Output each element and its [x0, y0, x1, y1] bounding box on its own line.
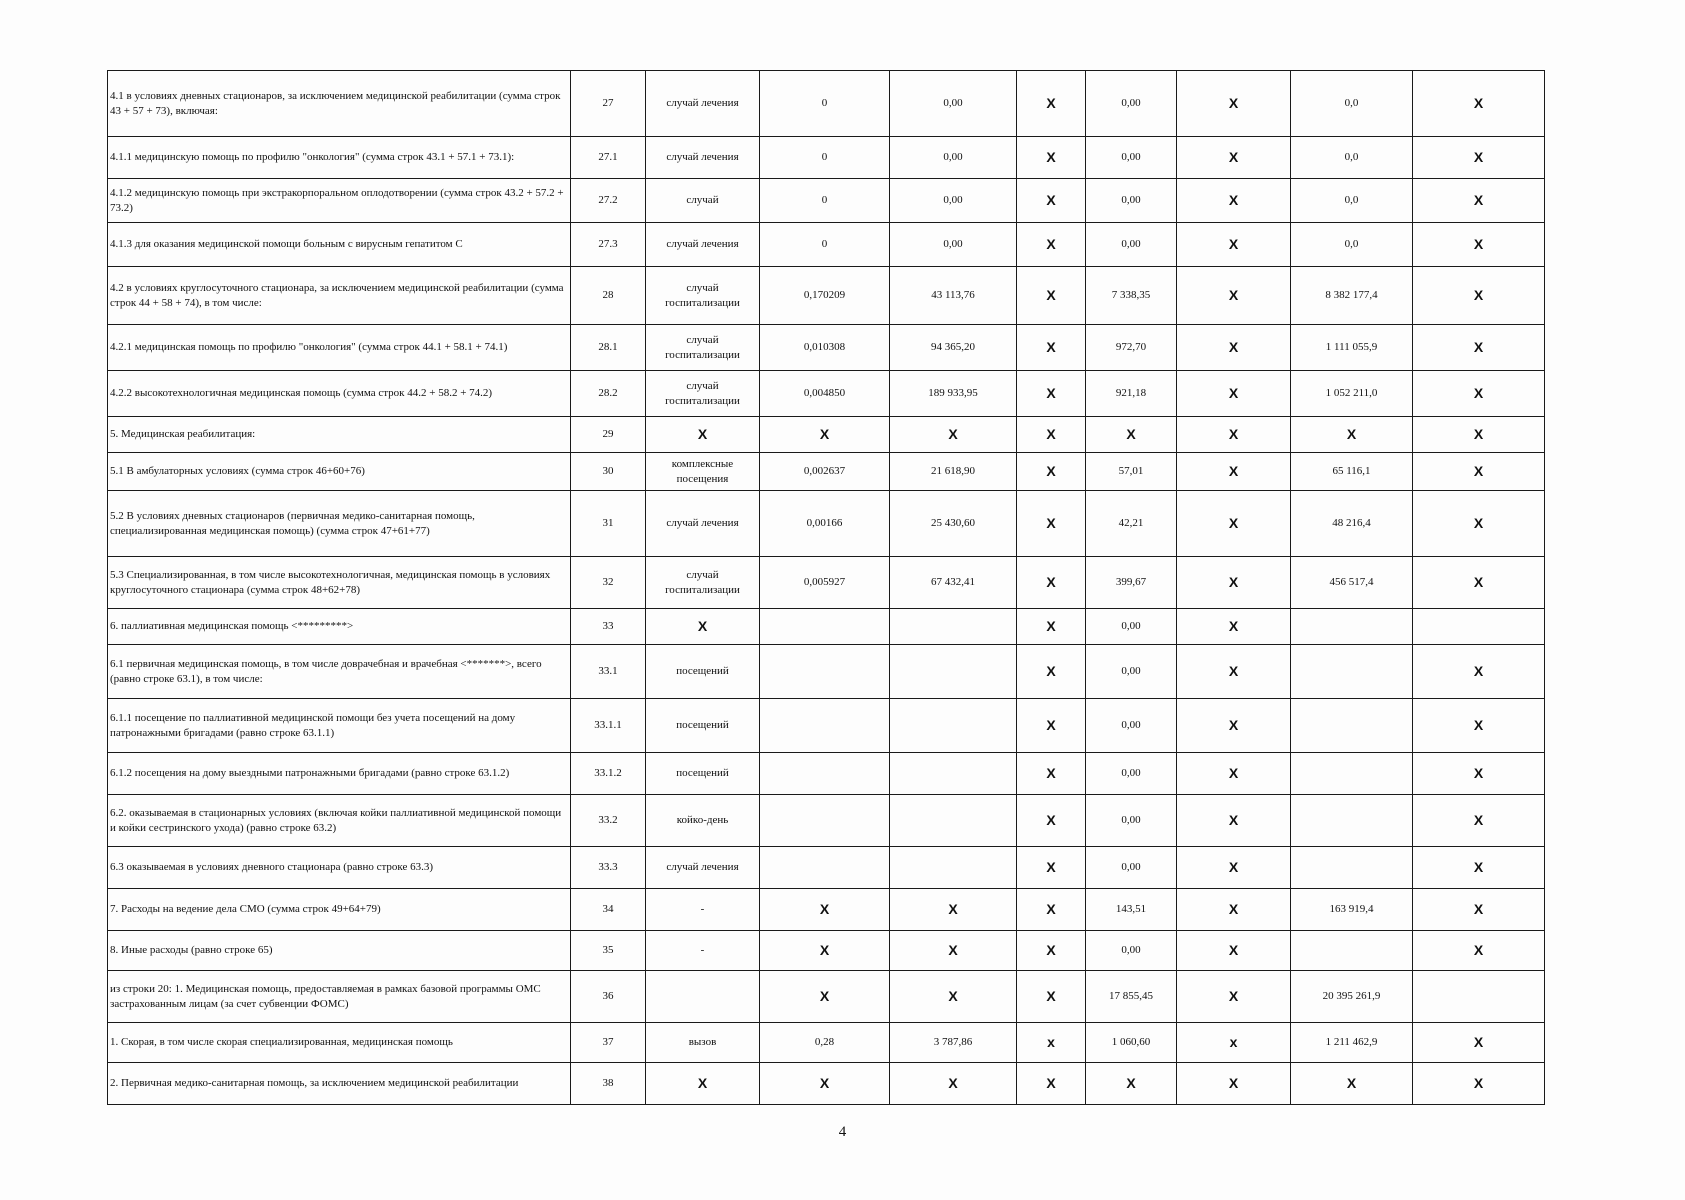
value-cell-c5	[890, 753, 1017, 795]
value-cell-c4: 0,28	[760, 1023, 890, 1063]
value-cell-c8: X	[1177, 223, 1291, 267]
value-cell-c9: 1 111 055,9	[1291, 325, 1413, 371]
row-code-cell: 29	[571, 417, 646, 453]
value-cell-c9	[1291, 931, 1413, 971]
row-name-cell: 5. Медицинская реабилитация:	[108, 417, 571, 453]
value-cell-c7: 1 060,60	[1086, 1023, 1177, 1063]
value-cell-c10: X	[1413, 179, 1545, 223]
value-cell-c7: 921,18	[1086, 371, 1177, 417]
unit-cell: случай госпитализации	[646, 371, 760, 417]
value-cell-c10: X	[1413, 71, 1545, 137]
row-name-cell: 6.2. оказываемая в стационарных условиях (включая койки паллиативной медицинской помощи и койки сестринского ухода) (равно строке 63.2)	[108, 795, 571, 847]
table-row	[108, 453, 1545, 491]
row-name-cell: 6.1.2 посещения на дому выездными патронажными бригадами (равно строке 63.1.2)	[108, 753, 571, 795]
unit-cell: случай госпитализации	[646, 267, 760, 325]
value-cell-c8: X	[1177, 137, 1291, 179]
value-cell-c5: 189 933,95	[890, 371, 1017, 417]
value-cell-c8: X	[1177, 609, 1291, 645]
value-cell-c5: 0,00	[890, 179, 1017, 223]
value-cell-c6: X	[1017, 453, 1086, 491]
row-code-cell: 33.2	[571, 795, 646, 847]
row-code-cell: 31	[571, 491, 646, 557]
unit-cell: комплексные посещения	[646, 453, 760, 491]
row-name-cell: 8. Иные расходы (равно строке 65)	[108, 931, 571, 971]
value-cell-c7: 399,67	[1086, 557, 1177, 609]
value-cell-c4	[760, 645, 890, 699]
row-name-cell: 6.1.1 посещение по паллиативной медицинской помощи без учета посещений на дому патронажными бригадами (равно строке 63.1.1)	[108, 699, 571, 753]
value-cell-c8: X	[1177, 453, 1291, 491]
value-cell-c6: X	[1017, 223, 1086, 267]
value-cell-c8: X	[1177, 1063, 1291, 1105]
value-cell-c8: X	[1177, 847, 1291, 889]
value-cell-c7: 143,51	[1086, 889, 1177, 931]
row-code-cell: 33	[571, 609, 646, 645]
value-cell-c4: X	[760, 889, 890, 931]
value-cell-c10	[1413, 971, 1545, 1023]
table-row	[108, 645, 1545, 699]
table-body	[108, 71, 1545, 1105]
value-cell-c5: X	[890, 1063, 1017, 1105]
table-row	[108, 179, 1545, 223]
value-cell-c5: 94 365,20	[890, 325, 1017, 371]
value-cell-c10: X	[1413, 753, 1545, 795]
unit-cell: посещений	[646, 753, 760, 795]
value-cell-c9	[1291, 645, 1413, 699]
unit-cell: койко-день	[646, 795, 760, 847]
row-name-cell: 4.1.3 для оказания медицинской помощи больным с вирусным гепатитом С	[108, 223, 571, 267]
unit-cell: X	[646, 1063, 760, 1105]
value-cell-c4: X	[760, 1063, 890, 1105]
table-row	[108, 223, 1545, 267]
unit-cell: случай лечения	[646, 137, 760, 179]
value-cell-c8: X	[1177, 645, 1291, 699]
row-name-cell: 5.2 В условиях дневных стационаров (первичная медико-санитарная помощь, специализированная медицинская помощь) (сумма строк 47+61+77)	[108, 491, 571, 557]
value-cell-c9	[1291, 699, 1413, 753]
table-row	[108, 609, 1545, 645]
value-cell-c4: 0,00166	[760, 491, 890, 557]
value-cell-c4: 0,005927	[760, 557, 890, 609]
value-cell-c7: 0,00	[1086, 609, 1177, 645]
value-cell-c10: X	[1413, 137, 1545, 179]
value-cell-c5: 21 618,90	[890, 453, 1017, 491]
value-cell-c7: 17 855,45	[1086, 971, 1177, 1023]
value-cell-c8: X	[1177, 753, 1291, 795]
value-cell-c4	[760, 753, 890, 795]
value-cell-c10: X	[1413, 795, 1545, 847]
row-code-cell: 28.2	[571, 371, 646, 417]
row-code-cell: 33.1.1	[571, 699, 646, 753]
table-row	[108, 795, 1545, 847]
row-code-cell: 33.1.2	[571, 753, 646, 795]
unit-cell: посещений	[646, 645, 760, 699]
page-number: 4	[838, 1124, 847, 1140]
row-code-cell: 27	[571, 71, 646, 137]
row-name-cell: 6. паллиативная медицинская помощь <*********>	[108, 609, 571, 645]
row-name-cell: 4.2.1 медицинская помощь по профилю "онкология" (сумма строк 44.1 + 58.1 + 74.1)	[108, 325, 571, 371]
value-cell-c10: X	[1413, 223, 1545, 267]
value-cell-c4: 0,002637	[760, 453, 890, 491]
value-cell-c7: 0,00	[1086, 847, 1177, 889]
value-cell-c7: X	[1086, 417, 1177, 453]
value-cell-c10: X	[1413, 267, 1545, 325]
value-cell-c6: X	[1017, 753, 1086, 795]
value-cell-c6: X	[1017, 417, 1086, 453]
value-cell-c10: X	[1413, 645, 1545, 699]
value-cell-c5: 3 787,86	[890, 1023, 1017, 1063]
value-cell-c4: 0	[760, 179, 890, 223]
value-cell-c4	[760, 609, 890, 645]
value-cell-c9	[1291, 847, 1413, 889]
value-cell-c6: X	[1017, 557, 1086, 609]
value-cell-c7: 0,00	[1086, 179, 1177, 223]
unit-cell: случай лечения	[646, 491, 760, 557]
value-cell-c6: x	[1017, 1023, 1086, 1063]
table-row	[108, 847, 1545, 889]
unit-cell: -	[646, 889, 760, 931]
value-cell-c8: X	[1177, 491, 1291, 557]
value-cell-c8: X	[1177, 795, 1291, 847]
value-cell-c4	[760, 699, 890, 753]
value-cell-c5	[890, 847, 1017, 889]
value-cell-c7: 0,00	[1086, 931, 1177, 971]
value-cell-c6: X	[1017, 795, 1086, 847]
row-code-cell: 33.1	[571, 645, 646, 699]
value-cell-c6: X	[1017, 699, 1086, 753]
unit-cell: случай лечения	[646, 847, 760, 889]
value-cell-c10: X	[1413, 371, 1545, 417]
value-cell-c9	[1291, 795, 1413, 847]
value-cell-c6: X	[1017, 889, 1086, 931]
table-row	[108, 889, 1545, 931]
value-cell-c6: X	[1017, 71, 1086, 137]
value-cell-c7: 0,00	[1086, 71, 1177, 137]
value-cell-c6: X	[1017, 491, 1086, 557]
value-cell-c6: X	[1017, 137, 1086, 179]
unit-cell: случай госпитализации	[646, 557, 760, 609]
value-cell-c10: X	[1413, 491, 1545, 557]
value-cell-c8: X	[1177, 325, 1291, 371]
value-cell-c8: X	[1177, 699, 1291, 753]
row-name-cell: 5.1 В амбулаторных условиях (сумма строк 46+60+76)	[108, 453, 571, 491]
value-cell-c5	[890, 609, 1017, 645]
unit-cell: посещений	[646, 699, 760, 753]
value-cell-c7: 0,00	[1086, 795, 1177, 847]
value-cell-c5: 67 432,41	[890, 557, 1017, 609]
unit-cell: X	[646, 609, 760, 645]
value-cell-c4: X	[760, 931, 890, 971]
value-cell-c9	[1291, 609, 1413, 645]
value-cell-c6: X	[1017, 267, 1086, 325]
value-cell-c9: 163 919,4	[1291, 889, 1413, 931]
row-code-cell: 27.3	[571, 223, 646, 267]
value-cell-c9: 0,0	[1291, 71, 1413, 137]
table-row	[108, 371, 1545, 417]
value-cell-c10: X	[1413, 557, 1545, 609]
value-cell-c9: 0,0	[1291, 179, 1413, 223]
value-cell-c5: X	[890, 931, 1017, 971]
table-row	[108, 971, 1545, 1023]
row-code-cell: 28.1	[571, 325, 646, 371]
row-name-cell: 5.3 Специализированная, в том числе высокотехнологичная, медицинская помощь в условиях круглосуточного стационара (сумма строк 48+62+78)	[108, 557, 571, 609]
value-cell-c4	[760, 795, 890, 847]
value-cell-c7: X	[1086, 1063, 1177, 1105]
value-cell-c10: X	[1413, 1023, 1545, 1063]
value-cell-c6: X	[1017, 179, 1086, 223]
value-cell-c5: X	[890, 971, 1017, 1023]
value-cell-c9: 65 116,1	[1291, 453, 1413, 491]
value-cell-c6: X	[1017, 371, 1086, 417]
unit-cell: случай лечения	[646, 71, 760, 137]
value-cell-c9: 0,0	[1291, 137, 1413, 179]
value-cell-c4: X	[760, 971, 890, 1023]
table-row	[108, 1023, 1545, 1063]
value-cell-c8: X	[1177, 417, 1291, 453]
value-cell-c7: 0,00	[1086, 753, 1177, 795]
row-name-cell: 6.1 первичная медицинская помощь, в том числе доврачебная и врачебная <*******>, всего (равно строке 63.1), в том числе:	[108, 645, 571, 699]
row-code-cell: 27.2	[571, 179, 646, 223]
value-cell-c7: 0,00	[1086, 645, 1177, 699]
row-name-cell: 4.1.1 медицинскую помощь по профилю "онкология" (сумма строк 43.1 + 57.1 + 73.1):	[108, 137, 571, 179]
row-name-cell: 4.1 в условиях дневных стационаров, за исключением медицинской реабилитации (сумма строк 43 + 57 + 73), включая:	[108, 71, 571, 137]
value-cell-c8: X	[1177, 557, 1291, 609]
value-cell-c10: X	[1413, 1063, 1545, 1105]
row-name-cell: из строки 20: 1. Медицинская помощь, предоставляемая в рамках базовой программы ОМС застрахованным лицам (за счет субвенции ФОМС)	[108, 971, 571, 1023]
unit-cell: вызов	[646, 1023, 760, 1063]
value-cell-c4: 0,170209	[760, 267, 890, 325]
value-cell-c8: X	[1177, 931, 1291, 971]
value-cell-c7: 972,70	[1086, 325, 1177, 371]
row-code-cell: 30	[571, 453, 646, 491]
value-cell-c5	[890, 699, 1017, 753]
value-cell-c4: 0,010308	[760, 325, 890, 371]
row-code-cell: 38	[571, 1063, 646, 1105]
unit-cell	[646, 971, 760, 1023]
value-cell-c10: X	[1413, 889, 1545, 931]
value-cell-c9: 1 211 462,9	[1291, 1023, 1413, 1063]
unit-cell: случай	[646, 179, 760, 223]
table-row	[108, 137, 1545, 179]
value-cell-c6: X	[1017, 325, 1086, 371]
row-code-cell: 35	[571, 931, 646, 971]
value-cell-c9: X	[1291, 417, 1413, 453]
value-cell-c10: X	[1413, 453, 1545, 491]
value-cell-c5: 0,00	[890, 223, 1017, 267]
row-name-cell: 7. Расходы на ведение дела СМО (сумма строк 49+64+79)	[108, 889, 571, 931]
row-name-cell: 4.1.2 медицинскую помощь при экстракорпоральном оплодотворении (сумма строк 43.2 + 57.2 + 73.2)	[108, 179, 571, 223]
table-row	[108, 753, 1545, 795]
value-cell-c7: 0,00	[1086, 137, 1177, 179]
value-cell-c9: X	[1291, 1063, 1413, 1105]
row-code-cell: 33.3	[571, 847, 646, 889]
value-cell-c7: 7 338,35	[1086, 267, 1177, 325]
value-cell-c5: X	[890, 889, 1017, 931]
table-row	[108, 267, 1545, 325]
value-cell-c6: X	[1017, 645, 1086, 699]
value-cell-c4: 0,004850	[760, 371, 890, 417]
value-cell-c5: 0,00	[890, 71, 1017, 137]
value-cell-c5: X	[890, 417, 1017, 453]
value-cell-c9: 456 517,4	[1291, 557, 1413, 609]
value-cell-c4: X	[760, 417, 890, 453]
value-cell-c7: 57,01	[1086, 453, 1177, 491]
value-cell-c7: 42,21	[1086, 491, 1177, 557]
value-cell-c7: 0,00	[1086, 223, 1177, 267]
table-row	[108, 699, 1545, 753]
value-cell-c4	[760, 847, 890, 889]
value-cell-c9	[1291, 753, 1413, 795]
value-cell-c8: X	[1177, 71, 1291, 137]
value-cell-c10: X	[1413, 417, 1545, 453]
row-name-cell: 4.2.2 высокотехнологичная медицинская помощь (сумма строк 44.2 + 58.2 + 74.2)	[108, 371, 571, 417]
unit-cell: случай госпитализации	[646, 325, 760, 371]
row-name-cell: 2. Первичная медико-санитарная помощь, за исключением медицинской реабилитации	[108, 1063, 571, 1105]
value-cell-c5: 25 430,60	[890, 491, 1017, 557]
value-cell-c9: 0,0	[1291, 223, 1413, 267]
value-cell-c8: X	[1177, 971, 1291, 1023]
unit-cell: -	[646, 931, 760, 971]
value-cell-c10: X	[1413, 931, 1545, 971]
value-cell-c8: X	[1177, 371, 1291, 417]
value-cell-c7: 0,00	[1086, 699, 1177, 753]
value-cell-c5	[890, 645, 1017, 699]
value-cell-c4: 0	[760, 137, 890, 179]
table-row	[108, 931, 1545, 971]
value-cell-c6: X	[1017, 971, 1086, 1023]
value-cell-c6: X	[1017, 609, 1086, 645]
value-cell-c6: X	[1017, 931, 1086, 971]
table-row	[108, 1063, 1545, 1105]
value-cell-c8: X	[1177, 179, 1291, 223]
value-cell-c8: X	[1177, 889, 1291, 931]
value-cell-c4: 0	[760, 71, 890, 137]
value-cell-c10: X	[1413, 325, 1545, 371]
value-cell-c9: 8 382 177,4	[1291, 267, 1413, 325]
value-cell-c8: x	[1177, 1023, 1291, 1063]
value-cell-c8: X	[1177, 267, 1291, 325]
row-name-cell: 6.3 оказываемая в условиях дневного стационара (равно строке 63.3)	[108, 847, 571, 889]
value-cell-c5: 43 113,76	[890, 267, 1017, 325]
value-cell-c9: 48 216,4	[1291, 491, 1413, 557]
value-cell-c5: 0,00	[890, 137, 1017, 179]
value-cell-c6: X	[1017, 847, 1086, 889]
row-code-cell: 34	[571, 889, 646, 931]
row-name-cell: 1. Скорая, в том числе скорая специализированная, медицинская помощь	[108, 1023, 571, 1063]
unit-cell: X	[646, 417, 760, 453]
row-code-cell: 28	[571, 267, 646, 325]
financing-table	[107, 70, 1545, 1105]
table-row	[108, 325, 1545, 371]
value-cell-c9: 1 052 211,0	[1291, 371, 1413, 417]
value-cell-c10	[1413, 609, 1545, 645]
table-row	[108, 71, 1545, 137]
value-cell-c10: X	[1413, 699, 1545, 753]
value-cell-c4: 0	[760, 223, 890, 267]
row-code-cell: 27.1	[571, 137, 646, 179]
table-row	[108, 417, 1545, 453]
unit-cell: случай лечения	[646, 223, 760, 267]
value-cell-c9: 20 395 261,9	[1291, 971, 1413, 1023]
table-row	[108, 491, 1545, 557]
row-code-cell: 37	[571, 1023, 646, 1063]
value-cell-c6: X	[1017, 1063, 1086, 1105]
value-cell-c10: X	[1413, 847, 1545, 889]
row-code-cell: 32	[571, 557, 646, 609]
row-code-cell: 36	[571, 971, 646, 1023]
row-name-cell: 4.2 в условиях круглосуточного стационара, за исключением медицинской реабилитации (сумма строк 44 + 58 + 74), в том числе:	[108, 267, 571, 325]
table-row	[108, 557, 1545, 609]
value-cell-c5	[890, 795, 1017, 847]
